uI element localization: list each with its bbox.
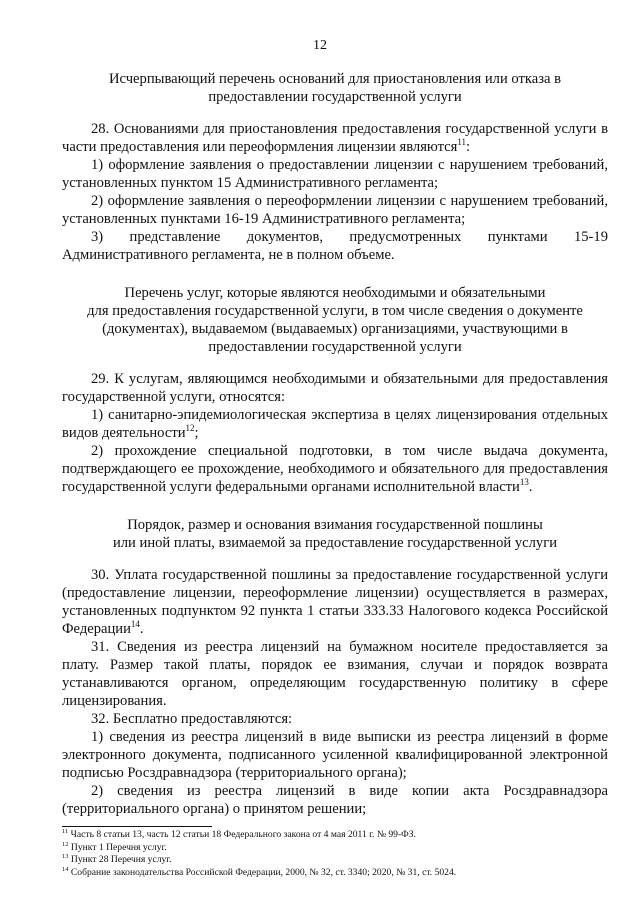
footnote-number: 13 [62,852,69,860]
paragraph-31: 31. Сведения из реестра лицензий на бумажном носителе предоставляется за плату. Размер такой платы, порядок ее взимания, случаи и порядок возврата устанавливаются органом, определяющим государственную политику в сфере лицензирования. [62,639,608,709]
footnote-text: Пункт 1 Перечня услуг. [70,841,167,853]
footnote [62,842,608,855]
footnote-divider [62,826,212,827]
heading-line: или иной платы, взимаемой за предоставление государственной услуги [112,535,558,551]
footnote-text: Собрание законодательства Российской Федерации, 2000, № 32, ст. 3340; 2020, № 31, ст. 5024. [70,866,457,878]
footnote-ref: 12 [185,423,195,434]
paragraph-punct: . [139,621,144,637]
footnote-number: 11 [62,827,69,835]
footnote [62,829,608,842]
page-body [62,70,608,818]
footnote-ref: 14 [130,619,140,630]
footnote [62,867,608,880]
section-heading [62,70,608,106]
footnote-number: 14 [62,865,69,873]
footnote-ref: 13 [519,477,529,488]
paragraph-punct: . [528,479,533,495]
paragraph-text: 1) санитарно-эпидемиологическая экспертиза в целях лицензирования отдельных видов деятельности [62,407,608,441]
paragraph-punct: : [466,139,471,155]
footnote-number: 12 [62,840,69,848]
heading-line: Исчерпывающий перечень оснований для приостановления или отказа в [108,71,562,87]
section-required-services [62,284,608,496]
footnote-text: Часть 8 статьи 13, часть 12 статьи 18 Федерального закона от 4 мая 2011 г. № 99-ФЗ. [70,829,416,840]
list-item [62,442,608,496]
list-item: 2) оформление заявления о переоформлении лицензии с нарушением требований, установленных пунктами 16-19 Административного регламента; [62,193,608,227]
paragraph-text: 2) прохождение специальной подготовки, в том числе выдача документа, подтверждающего ее прохождение, необходимого и обязательного для предоставления государственной услуги федеральными органами исполнительной власти [62,443,608,495]
footnotes [62,829,608,879]
list-item: 1) оформление заявления о предоставлении лицензии с нарушением требований, установленных пунктом 15 Административного регламента; [62,157,608,191]
list-item: 1) сведения из реестра лицензий в виде выписки из реестра лицензий в форме электронного документа, подписанного усиленной квалифицированной электронной подписью Росздравнадзора (территориального органа); [62,729,608,781]
section-heading [62,516,608,552]
heading-line: для предоставления государственной услуги, в том числе сведения о документе [87,303,583,319]
heading-line: Порядок, размер и основания взимания государственной пошлины [127,517,543,533]
paragraph-text: 30. Уплата государственной пошлины за предоставление государственной услуги (предоставление лицензии, переоформление лицензии) осуществляется в размерах, установленных подпунктом 92 пункта 1 статьи 333.33 Налогового кодекса Российской Федерации [62,567,608,637]
paragraph-30 [62,566,608,638]
heading-line: (документах), выдаваемом (выдаваемых) организациями, участвующими в [102,321,568,337]
section-state-fee [62,516,608,818]
paragraph-32: 32. Бесплатно предоставляются: [91,711,293,727]
footnote [62,854,608,867]
page-number: 12 [313,38,327,53]
paragraph-text: 28. Основаниями для приостановления предоставления государственной услуги в части предоставления или переоформления лицензии являются [62,121,608,155]
footnote-ref: 11 [457,137,467,148]
paragraph-29: 29. К услугам, являющимся необходимыми и обязательными для предоставления государственной услуги, относятся: [62,371,608,405]
footnote-text: Пункт 28 Перечня услуг. [70,854,172,865]
heading-line: предоставлении государственной услуги [208,89,462,105]
heading-line: предоставлении государственной услуги [208,339,462,355]
list-item: 2) сведения из реестра лицензий в виде копии акта Росздравнадзора (территориального органа) о принятом решении; [62,783,608,817]
list-item [62,406,608,442]
paragraph-28 [62,120,608,156]
section-suspension-grounds [62,70,608,264]
heading-line: Перечень услуг, которые являются необходимыми и обязательными [124,285,546,301]
paragraph-punct: ; [194,425,199,441]
section-heading [62,284,608,356]
list-item: 3) представление документов, предусмотренных пунктами 15-19 Административного регламента, не в полном объеме. [62,229,608,263]
